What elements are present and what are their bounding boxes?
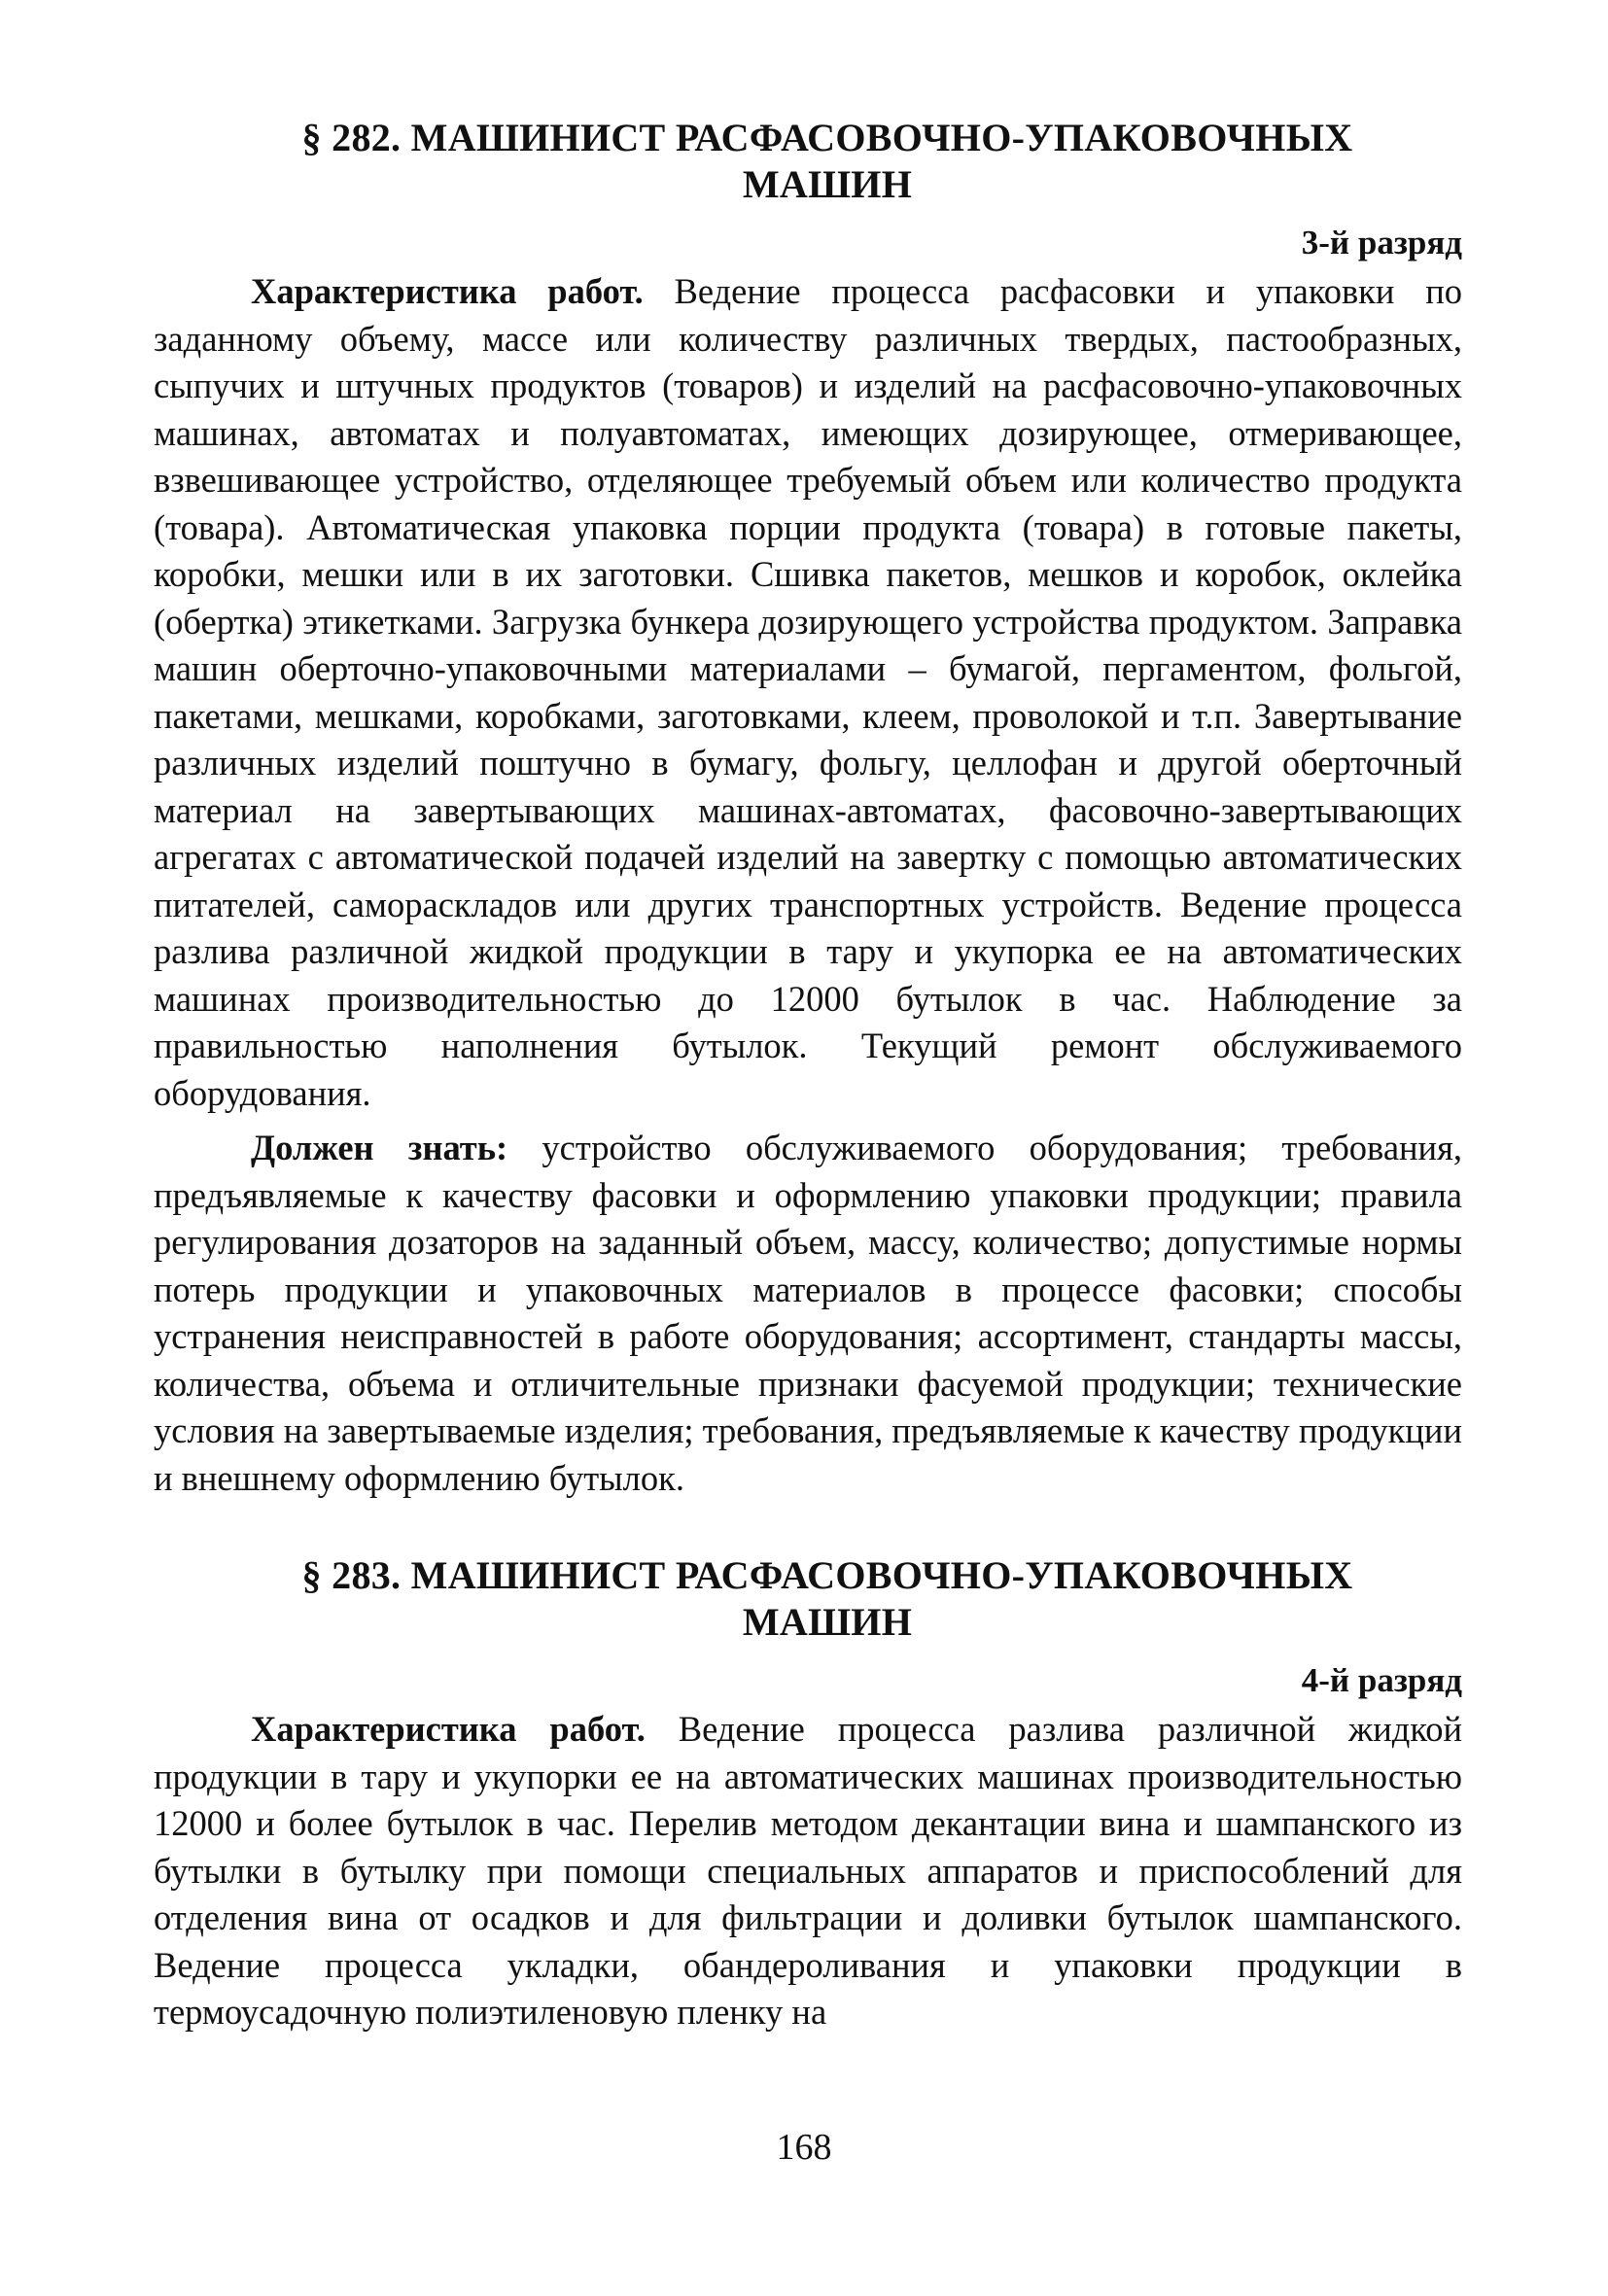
grade-label: 3-й разряд (1301, 224, 1462, 261)
paragraph-lead: Характеристика работ. (251, 271, 644, 311)
paragraph-lead: Должен знать: (251, 1128, 508, 1167)
work-characteristics-paragraph (154, 1706, 1462, 2036)
paragraph-text: Ведение процесса расфасовки и упаковки по заданному объему, массе или количеству различных твердых, пастообразных, сыпучих и штучных продуктов (товаров) и изделий на расфасовочно-упаковочных машинах, автоматах и полуавтоматах, имеющих дозирующее, отмеривающее, взвешивающее устройство, отделяющее требуемый объем или количество продукта (товара). Автоматическая упаковка порции продукта (товара) в готовые пакеты, коробки, мешки или в их заготовки. Сшивка пакетов, мешков и коробок, оклейка (обертка) этикетками. Загрузка бункера дозирующего устройства продуктом. Заправка машин оберточно-упаковочными материалами – бумагой, пергаментом, фольгой, пакетами, мешками, коробками, заготовками, клеем, проволокой и т.п. Завертывание различных изделий поштучно в бумагу, фольгу, целлофан и другой оберточный материал на завертывающих машинах-автоматах, фасовочно-завертывающих агрегатах с автоматической подачей изделий на завертку с помощью автоматических питателей, самораскладов или других транспортных устройств. Ведение процесса разлива различной жидкой продукции в тару и укупорка ее на автоматических машинах производительностью до 12000 бутылок в час. Наблюдение за правильностью наполнения бутылок. Текущий ремонт обслуживаемого оборудования. (154, 271, 1463, 1113)
section-title (154, 115, 1462, 208)
must-know-paragraph (154, 1125, 1462, 1502)
section-title-line1: § 283. МАШИНИСТ РАСФАСОВОЧНО-УПАКОВОЧНЫХ (301, 1553, 1353, 1597)
grade-label: 4-й разряд (1301, 1661, 1462, 1699)
work-characteristics-paragraph (154, 268, 1462, 1117)
paragraph-lead: Характеристика работ. (251, 1709, 646, 1749)
section-title-line2: МАШИН (742, 162, 913, 206)
page-number: 168 (776, 2127, 832, 2168)
section-title-line1: § 282. МАШИНИСТ РАСФАСОВОЧНО-УПАКОВОЧНЫХ (301, 116, 1353, 159)
section-title (154, 1552, 1462, 1646)
document-page (154, 115, 1462, 2253)
paragraph-text: Ведение процесса разлива различной жидкой продукции в тару и укупорки ее на автоматических машинах производительностью 12000 и более бутылок в час. Перелив методом декантации вина и шампанского из бутылки в бутылку при помощи специальных аппаратов и приспособлений для отделения вина от осадков и для фильтрации и доливки бутылок шампанского. Ведение процесса укладки, обандероливания и упаковки продукции в термоусадочную полиэтиленовую пленку на (154, 1709, 1463, 2032)
section-title-line2: МАШИН (742, 1600, 913, 1644)
paragraph-text: устройство обслуживаемого оборудования; требования, предъявляемые к качеству фасовки и оформлению упаковки продукции; правила регулирования дозаторов на заданный объем, массу, количество; допустимые нормы потерь продукции и упаковочных материалов в процессе фасовки; способы устранения неисправностей в работе оборудования; ассортимент, стандарты массы, количества, объема и отличительные признаки фасуемой продукции; технические условия на завертываемые изделия; требования, предъявляемые к качеству продукции и внешнему оформлению бутылок. (154, 1128, 1462, 1498)
section-spacer (154, 1502, 1462, 1552)
